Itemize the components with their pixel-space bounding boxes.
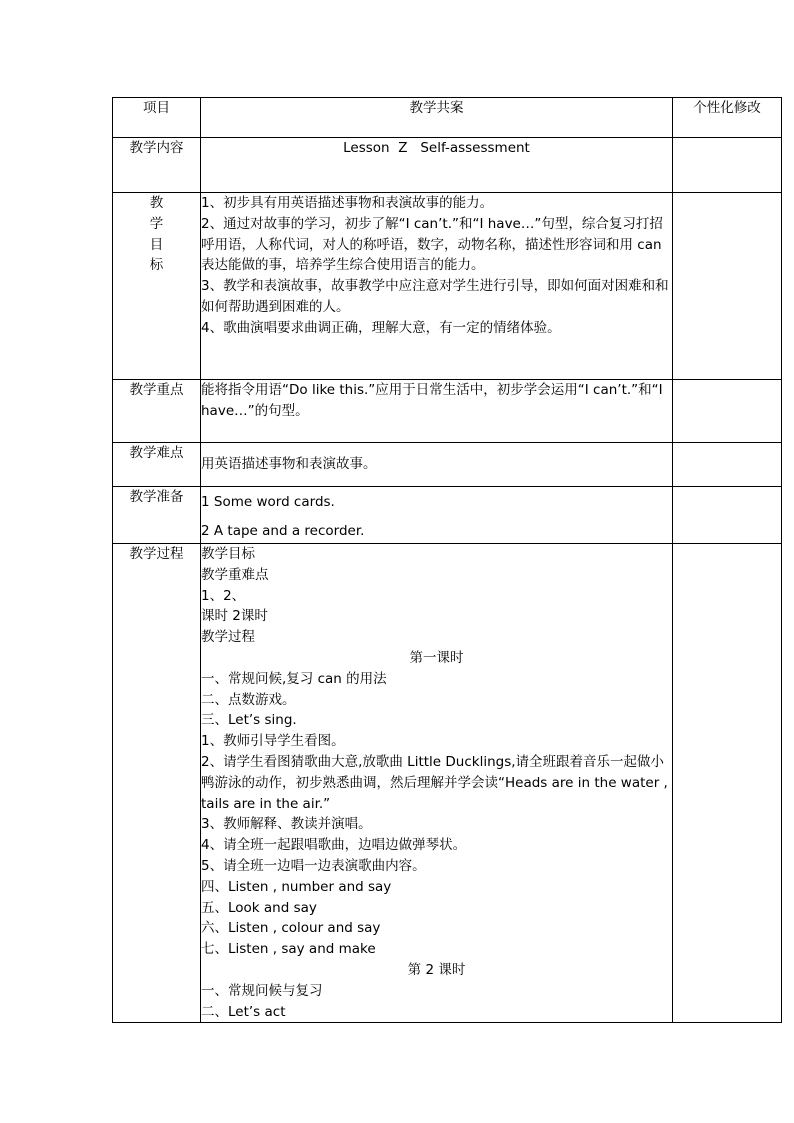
process-label: 教学过程 — [113, 544, 201, 1023]
objective-line: 4、歌曲演唱要求曲调正确，理解大意，有一定的情绪体验。 — [201, 319, 561, 336]
difficulties-text: 用英语描述事物和表演故事。 — [201, 443, 673, 487]
objectives-label-char: 学 — [149, 215, 164, 232]
content-text: Lesson Z Self-assessment — [201, 138, 673, 193]
process-row — [113, 544, 782, 1023]
process-line: 五、Look and say — [201, 899, 317, 916]
difficulties-label: 教学难点 — [113, 443, 201, 487]
objective-line: 2、通过对故事的学习，初步了解“I can’t.”和“I have…”句型，综合复习打招呼用语，人称代词，对人的称呼语，数字，动物名称，描述性形容词和用 can 表达能做的事，培养学生综合使用语言的能力。 — [201, 215, 663, 274]
process-line: 课时 2课时 — [201, 608, 268, 625]
objective-line: 3、教学和表演故事，故事教学中应注意对学生进行引导，即如何面对困难和和如何帮助遇到困难的人。 — [201, 278, 669, 315]
process-line: 教学目标 — [201, 546, 255, 562]
process-line: 二、点数游戏。 — [201, 691, 296, 708]
preparation-row — [113, 487, 782, 544]
key-points-label: 教学重点 — [113, 380, 201, 443]
lesson-plan-table — [112, 97, 782, 1023]
process-line: 一、常规问候,复习 can 的用法 — [201, 670, 387, 687]
process-line: 教学重难点 — [201, 566, 269, 583]
key-points-edit-cell — [673, 380, 782, 443]
preparation-label: 教学准备 — [113, 487, 201, 544]
header-row — [113, 98, 782, 138]
header-item: 项目 — [113, 98, 201, 138]
content-label: 教学内容 — [113, 138, 201, 193]
content-edit-cell — [673, 138, 782, 193]
process-line: 一、常规问候与复习 — [201, 982, 323, 999]
process-line: 第 2 课时 — [407, 961, 466, 978]
objectives-label-char: 教 — [149, 195, 164, 211]
process-line: 教学过程 — [201, 629, 255, 646]
preparation-edit-cell — [673, 487, 782, 544]
process-line: 第一课时 — [409, 649, 464, 666]
preparation-item: 1 Some word cards. — [201, 494, 335, 510]
objective-line: 1、初步具有用英语描述事物和表演故事的能力。 — [201, 195, 494, 211]
process-line: 1、2、 — [201, 587, 246, 604]
key-points-row — [113, 380, 782, 443]
process-line: 七、Listen , say and make — [201, 941, 376, 958]
header-personal-edit: 个性化修改 — [673, 98, 782, 138]
process-line: 3、教师解释、教读并演唱。 — [201, 816, 372, 833]
process-line: 1、教师引导学生看图。 — [201, 733, 345, 750]
objectives-content — [201, 193, 673, 380]
process-line: 六、Listen , colour and say — [201, 920, 381, 937]
key-points-text: 能将指令用语“Do like this.”应用于日常生活中，初步学会运用“I can’t.”和“I have…”的句型。 — [201, 380, 673, 443]
difficulties-row — [113, 443, 782, 487]
process-line: 四、Listen , number and say — [201, 878, 392, 895]
objectives-label — [113, 193, 201, 380]
process-line: 2、请学生看图猜歌曲大意,放歌曲 Little Ducklings,请全班跟着音乐一起做小鸭游泳的动作，初步熟悉曲调，然后理解并学会读“Heads are in the water , tails are in the air.” — [201, 753, 668, 812]
objectives-label-char: 目 — [149, 236, 164, 253]
process-line: 二、Let’s act — [201, 1003, 286, 1020]
process-line: 三、Let’s sing. — [201, 712, 297, 729]
process-content — [201, 544, 673, 1023]
preparation-content — [201, 487, 673, 544]
objectives-label-char: 标 — [149, 257, 164, 274]
objectives-row — [113, 193, 782, 380]
process-edit-cell — [673, 544, 782, 1023]
process-line: 5、请全班一边唱一边表演歌曲内容。 — [201, 857, 426, 874]
process-line: 4、请全班一起跟唱歌曲，边唱边做弹琴状。 — [201, 837, 467, 854]
content-row — [113, 138, 782, 193]
header-shared-plan: 教学共案 — [201, 98, 673, 138]
preparation-item: 2 A tape and a recorder. — [201, 522, 365, 539]
objectives-edit-cell — [673, 193, 782, 380]
difficulties-edit-cell — [673, 443, 782, 487]
